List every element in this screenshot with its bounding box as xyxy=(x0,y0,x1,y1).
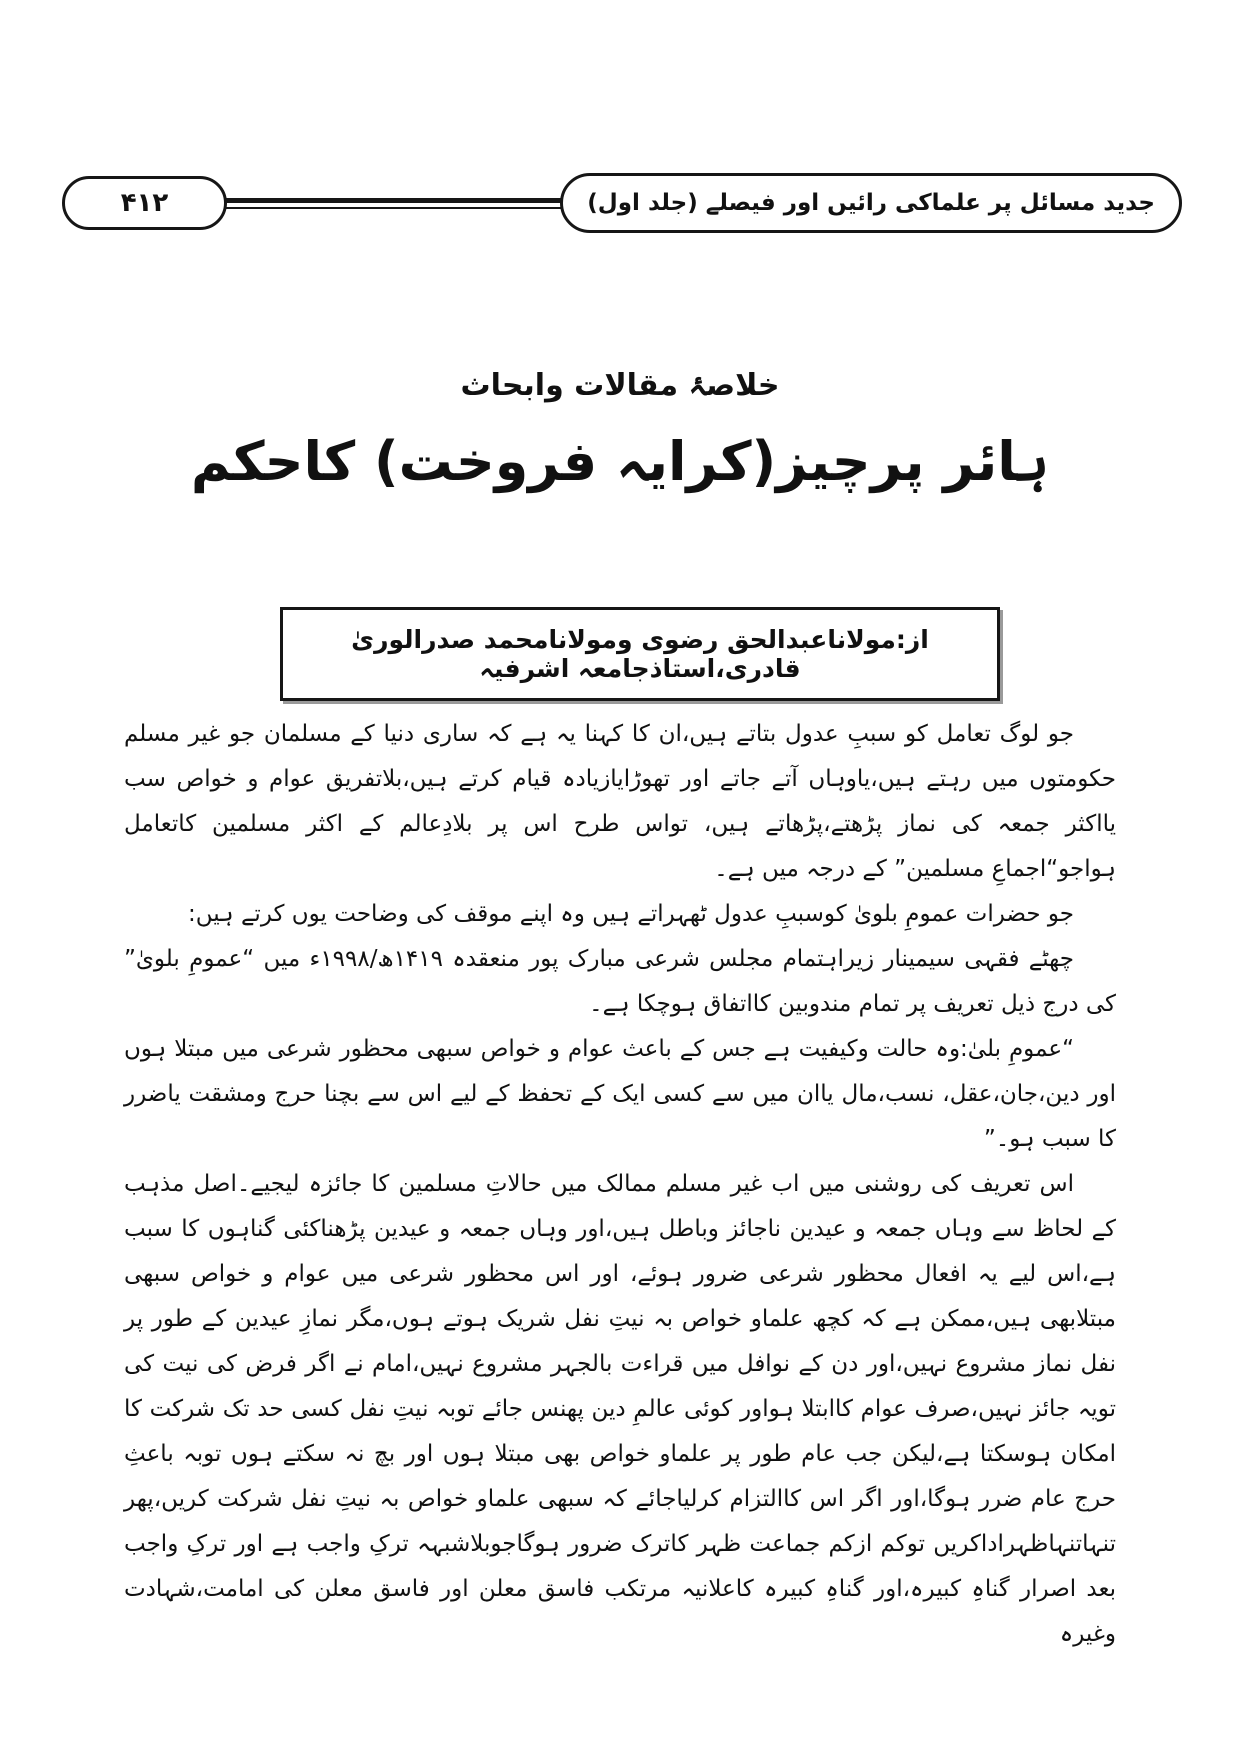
header-rule xyxy=(221,198,566,209)
book-title-badge xyxy=(560,173,1182,233)
paragraph: “عمومِ بلیٰ:وہ حالت وکیفیت ہے جس کے باعث عوام و خواص سبھی محظور شرعی میں مبتلا ہوں اور دین،جان،عقل، نسب،مال یاان میں سے کسی ایک کے تحفظ کے لیے اس سے بچنا حرج ومشقت یاضرر کا سبب ہو۔” xyxy=(124,1036,1116,1152)
paragraph: چھٹے فقہی سیمینار زیراہتمام مجلس شرعی مبارک پور منعقدہ ۱۴۱۹ھ/۱۹۹۸ء میں “عمومِ بلویٰ” کی درج ذیل تعریف پر تمام مندوبین کااتفاق ہوچکا ہے۔ xyxy=(124,946,1116,1017)
page-number-badge xyxy=(62,176,227,230)
section-kicker: خلاصۂ مقالات وابحاث xyxy=(460,368,780,403)
running-head xyxy=(62,172,1182,234)
book-title: جدید مسائل پر علماکی رائیں اور فیصلے (جلد اول) xyxy=(587,190,1155,216)
article-title: ہائر پرچیز(کرایہ فروخت) کاحکم xyxy=(190,430,1050,493)
paragraph: جو لوگ تعامل کو سببِ عدول بتاتے ہیں،ان کا کہنا یہ ہے کہ ساری دنیا کے مسلمان جو غیر مسلم حکومتوں میں رہتے ہیں،یاوہاں آتے جاتے اور تھوڑایازیادہ قیام کرتے ہیں،بلاتفریق عوام و خواص سب یااکثر جمعہ کی نماز پڑھتے،پڑھاتے ہیں، تواس طرح اس پر بلادِعالم کے اکثر مسلمین کاتعامل ہواجو“اجماعِ مسلمین” کے درجہ میں ہے۔ xyxy=(124,721,1116,882)
byline-text: از:مولاناعبدالحق رضوی ومولانامحمد صدرالوریٰ قادری،استاذجامعہ اشرفیہ xyxy=(351,625,929,683)
article-body xyxy=(124,712,1116,1657)
paragraph: جو حضرات عمومِ بلویٰ کوسببِ عدول ٹھہراتے ہیں وہ اپنے موقف کی وضاحت یوں کرتے ہیں: xyxy=(187,901,1074,927)
paragraph: اس تعریف کی روشنی میں اب غیر مسلم ممالک میں حالاتِ مسلمین کا جائزہ لیجیے۔اصل مذہب کے لحاظ سے وہاں جمعہ و عیدین ناجائز وباطل ہیں،اور وہاں جمعہ و عیدین پڑھناکئی گناہوں کا سبب ہے،اس لیے یہ افعال محظور شرعی ضرور ہوئے، اور اس محظور شرعی میں عوام و خواص سبھی مبتلابھی ہیں،ممکن ہے کہ کچھ علماو خواص بہ نیتِ نفل شریک ہوتے ہوں،مگر نمازِ عیدین کے طور پر نفل نماز مشروع نہیں،اور دن کے نوافل میں قراءت بالجہر مشروع نہیں،امام نے اگر فرض کی نیت کی تویہ جائز نہیں،صرف عوام کاابتلا ہواور کوئی عالمِ دین پھنس جائے توبہ نیتِ نفل کسی حد تک شرکت کا امکان ہوسکتا ہے،لیکن جب عام طور پر علماو خواص بھی مبتلا ہوں اور بچ نہ سکتے ہوں توبہ باعثِ حرج عام ضرر ہوگا،اور اگر اس کاالتزام کرلیاجائے کہ سبھی علماو خواص بہ نیتِ نفل شرکت کریں،پھر تنہاتنہاظہراداکریں توکم ازکم جماعت ظہر کاترک ضرور ہوگاجوبلاشبہہ ترکِ واجب ہے اور ترکِ واجب بعد اصرار گناہِ کبیرہ،اور گناہِ کبیرہ کاعلانیہ مرتکب فاسق معلن اور فاسق معلن کی امامت،شہادت وغیرہ xyxy=(124,1171,1116,1647)
page-number: ۴۱۲ xyxy=(120,188,169,218)
byline-box xyxy=(280,607,1000,701)
